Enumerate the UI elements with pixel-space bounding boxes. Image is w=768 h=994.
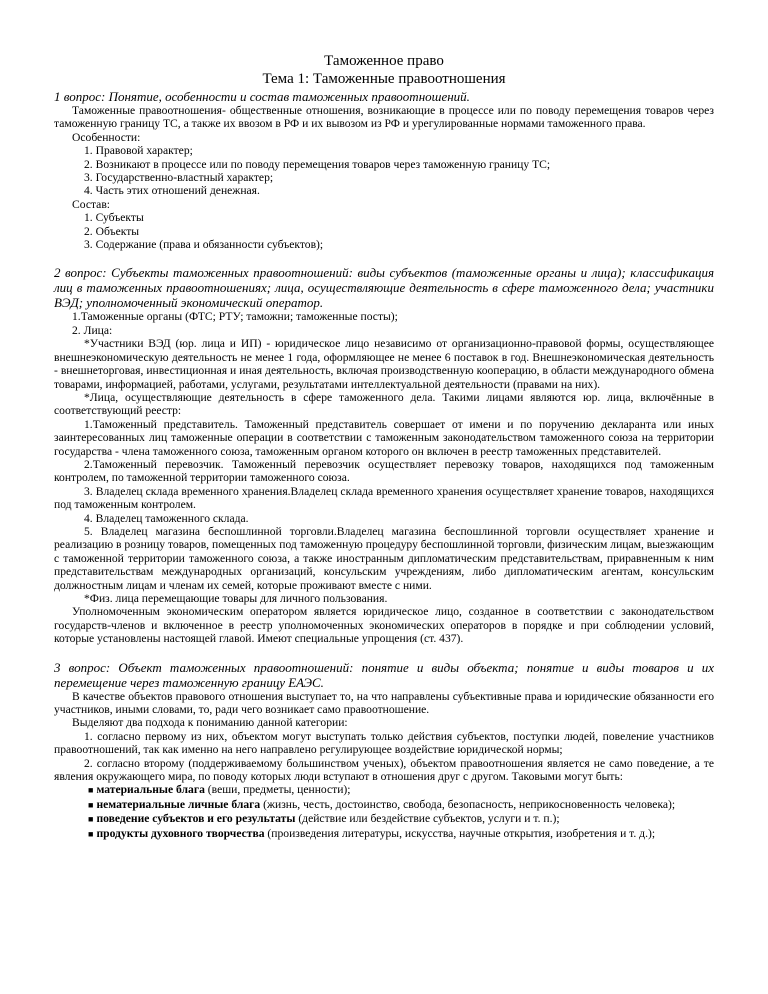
q2-paragraph: 5. Владелец магазина беспошлинной торговли.Владелец магазина беспошлинной торговли осуществляет хранение и реализацию в розницу товаров, помещенных под таможенную процедуру беспошлинной торговли, физическим лицам, выезжающим с таможенной территории таможенного союза, а также иностранным дипломатическим представительствам, приравненным к ним представительствам международных организаций, консульским учреждениям, либо дипломатическим агентам, консульским должностным лицам и членам их семей, которые проживают вместе с ними. (54, 524, 714, 592)
q2-paragraph: *Участники ВЭД (юр. лица и ИП) - юридическое лицо независимо от организационно-правовой формы, осуществляющее внешнеэкономическую деятельность не менее 1 года, оформляющее не менее 6 поставок в год. Внешнеэкономическая деятельность - внешнеторговая, инвестиционная и иная деятельность, включая производственную кооперацию, в области международного обмена товарами, информацией, работами, услугами, результатами интеллектуальной деятельности (правами на них). (54, 337, 714, 391)
q3-paragraph: Выделяют два подхода к пониманию данной категории: (72, 716, 348, 730)
bullet-text: (веши, предметы, ценности); (204, 783, 351, 797)
q3-bullet-item (54, 827, 714, 841)
bullet-text: (действие или бездействие субъектов, услуги и т. п.); (295, 812, 560, 826)
q2-heading: 2 вопрос: Субъекты таможенных правоотношений: виды субъектов (таможенные органы и лица); классификация лиц в таможенных правоотношениях; лица, осуществляющие деятельность в сфере таможенного дела; участники ВЭД; уполномоченный экономический оператор. (54, 265, 714, 311)
q2-paragraph: 2. Лица: (72, 323, 113, 337)
document-title: Таможенное право (324, 53, 444, 69)
bullet-bold-term: поведение субъектов и его результаты (96, 812, 296, 826)
bullet-text: (произведения литературы, искусства, научные открытия, изобретения и т. д.); (264, 826, 656, 840)
q1-feature-item: 4. Часть этих отношений денежная. (84, 184, 260, 198)
bullet-bold-term: материальные блага (96, 783, 205, 797)
q2-paragraph: 4. Владелец таможенного склада. (84, 511, 249, 525)
square-bullet-icon: ■ (88, 799, 94, 810)
q1-composition-item: 2. Объекты (84, 224, 140, 238)
q1-composition-item: 1. Субъекты (84, 211, 144, 225)
bullet-text: (жизнь, честь, достоинство, свобода, безопасность, неприкосновенность человека); (260, 797, 676, 811)
bullet-bold-term: продукты духовного творчества (96, 826, 265, 840)
q3-bullet-item (54, 798, 714, 812)
square-bullet-icon: ■ (88, 828, 94, 839)
q2-paragraph: 2.Таможенный перевозчик. Таможенный перевозчик осуществляет перевозку товаров, находящихся под таможенным контролем, по таможенной территории таможенного союза. (54, 457, 714, 485)
q1-heading: 1 вопрос: Понятие, особенности и состав таможенных правоотношений. (54, 89, 470, 104)
q1-composition-item: 3. Содержание (права и обязанности субъектов); (84, 238, 324, 252)
document-subtitle: Тема 1: Таможенные правоотношения (262, 71, 506, 87)
q3-bullet-item (54, 812, 714, 826)
square-bullet-icon: ■ (88, 785, 94, 796)
q1-feature-item: 1. Правовой характер; (84, 144, 193, 158)
square-bullet-icon: ■ (88, 814, 94, 825)
q3-paragraph: 2. согласно второму (поддерживаемому большинством ученых), объектом правоотношения является не само поведение, а те явления окружающего мира, по поводу которых люди вступают в отношения друг с другом. Таковыми могут быть: (54, 756, 714, 784)
q2-paragraph: *Физ. лица перемещающие товары для личного пользования. (84, 592, 388, 605)
q1-definition: Таможенные правоотношения- общественные отношения, возникающие в процессе или по поводу перемещения товаров через таможенную границу ТС, а также их ввозом в РФ и их вывозом из РФ и урегулированные нормами таможенного права. (54, 104, 714, 131)
bullet-bold-term: нематериальные личные блага (96, 797, 261, 811)
q2-paragraph: Уполномоченным экономическим оператором является юридическое лицо, созданное в соответствии с законодательством государств-членов и включенное в реестр уполномоченных экономических операторов в порядке и при соблюдении условий, которые установлены настоящей главой. Имеют специальные упрощения (ст. 437). (54, 605, 714, 646)
q2-paragraph: 1.Таможенный представитель. Таможенный представитель совершает от имени и по поручению декларанта или иных заинтересованных лиц таможенные операции в соответствии с таможенным законодательством таможенного союза на территории государства - члена таможенного союза, таможенным органом которого он включен в реестр таможенных представителей. (54, 417, 714, 458)
q3-bullet-item (54, 783, 714, 797)
q3-paragraph: 1. согласно первому из них, объектом могут выступать только действия субъектов, поступки людей, повеление участников правоотношений, так как именно на него направлено регулирующее воздействие юридической нормы; (54, 729, 714, 757)
q2-paragraph: 1.Таможенные органы (ФТС; РТУ; таможни; таможенные посты); (72, 310, 398, 324)
q3-heading: 3 вопрос: Объект таможенных правоотношений: понятие и виды объекта; понятие и виды товаров и их перемещение через таможенную границу ЕАЭС. (54, 659, 714, 690)
q1-feature-item: 2. Возникают в процессе или по поводу перемещения товаров через таможенную границу ТС; (84, 157, 551, 171)
q1-composition-label: Состав: (72, 197, 111, 211)
q1-features-label: Особенности: (72, 130, 141, 144)
q1-feature-item: 3. Государственно-властный характер; (84, 171, 274, 185)
q2-paragraph: *Лица, осуществляющие деятельность в сфере таможенного дела. Такими лицами являются юр. лица, включённые в соответствующий реестр: (54, 390, 714, 418)
q2-paragraph: 3. Владелец склада временного хранения.Владелец склада временного хранения осуществляет хранение товаров, находящихся под таможенным контролем. (54, 484, 714, 512)
q3-paragraph: В качестве объектов правового отношения выступает то, на что направлены субъективные права и юридические обязанности его участников, иными словами, то, ради чего возникает само правоотношение. (54, 689, 714, 717)
